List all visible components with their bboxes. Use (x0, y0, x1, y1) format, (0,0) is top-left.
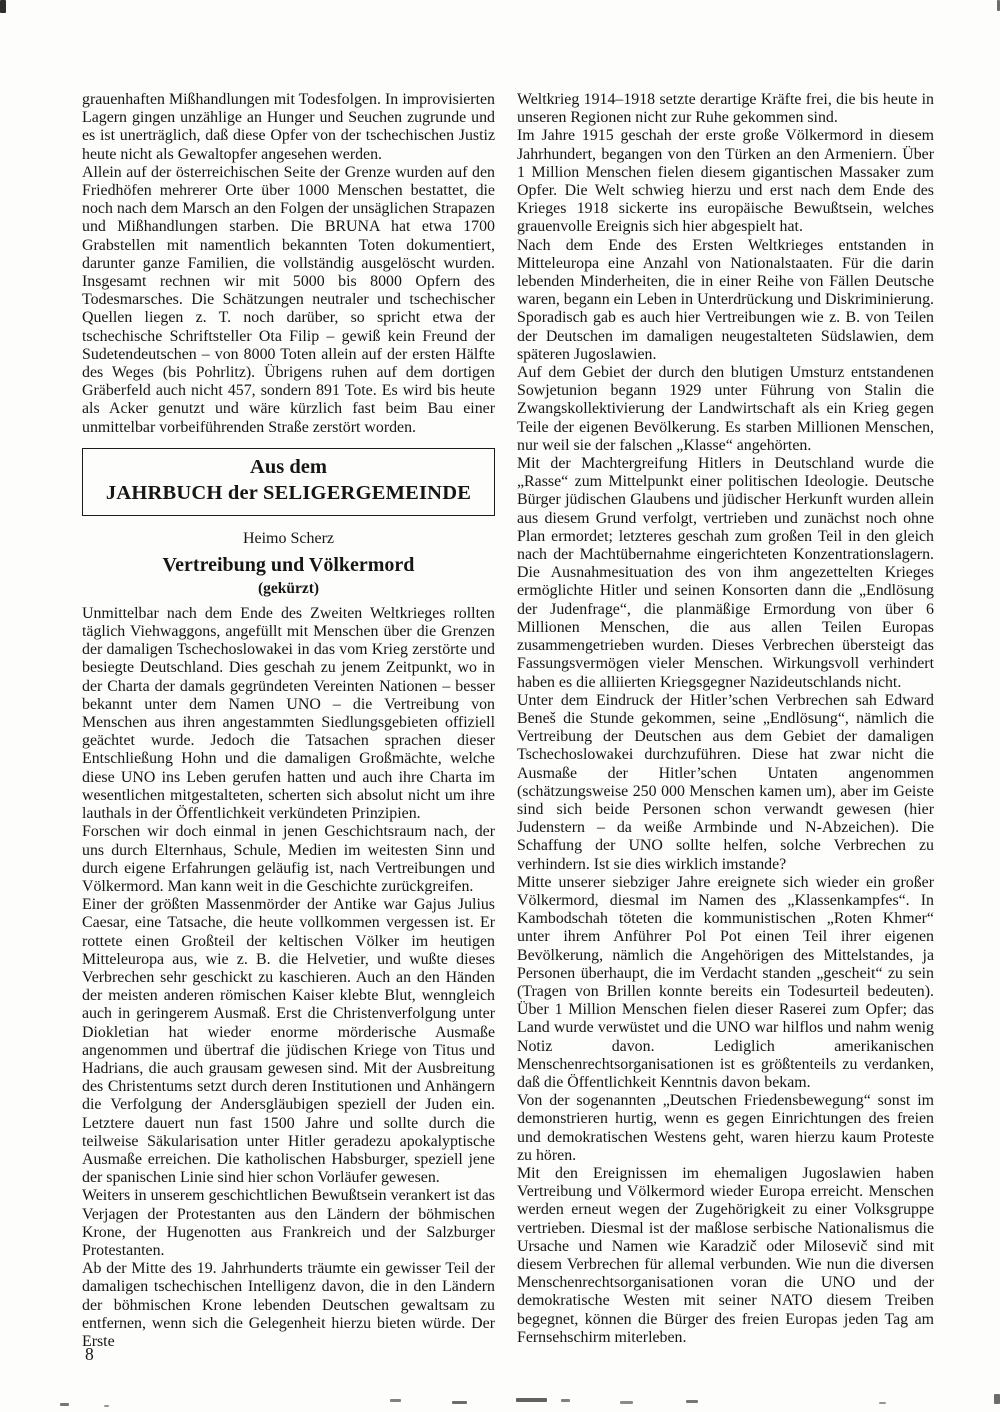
page-number: 8 (85, 1344, 94, 1364)
paragraph: Ab der Mitte des 19. Jahrhunderts träumte ein gewisser Teil der damaligen tschechischen Intelligenz davon, die in den Ländern der böhmischen Krone lebenden Deutschen gewaltsam zu entfernen, wenn sich die Gelegenheit hierzu bieten würde. Der Erste (82, 1260, 495, 1350)
paragraph: Auf dem Gebiet der durch den blutigen Umsturz entstandenen Sowjetunion begann 1929 unter Führung von Stalin die Zwangskollektivierung der Landwirtschaft als ein Krieg gegen Teile der eigenen Bevölkerung. Es starben Millionen Menschen, nur weil sie der falschen „Klasse“ angehörten. (517, 364, 934, 454)
author-name: Heimo Scherz (242, 529, 335, 547)
scan-artifact (620, 1401, 633, 1404)
paragraph: Unter dem Eindruck der Hitler’schen Verbrechen sah Edward Beneš die Stunde gekommen, seine „Endlösung“, nämlich die Vertreibung der Deutschen aus dem Gebiet der damaligen Tschechoslowakei durchzuführen. Diese hat zwar nicht die Ausmaße der Hitler’schen Untaten angenommen (schätzungsweise 250 000 Menschen kamen um), aber im Geiste sind sich beide Personen schon verwandt gewesen (hier Judenstern – da weiße Armbinde und N-Abzeichen). Die Schaffung der UNO sollte helfen, solche Verbrechen zu verhindern. Ist sie dies wirklich imstande? (517, 691, 934, 873)
box-line2: JAHRBUCH der SELIGERGEMEINDE (105, 481, 472, 504)
right-column (517, 91, 934, 1347)
paragraph: Von der sogenannten „Deutschen Friedensbewegung“ sonst im demonstrieren hurtig, wenn es gegen Einrichtungen des freien und demokratischen Westens geht, waren hierzu kaum Proteste zu hören. (517, 1092, 934, 1164)
scan-artifact (686, 1400, 698, 1403)
left-column (82, 91, 495, 1351)
scan-artifact (104, 1405, 109, 1407)
scan-artifact (994, 1394, 1000, 1404)
scan-artifact (879, 1402, 886, 1404)
scan-artifact (516, 1398, 547, 1402)
scan-artifact (60, 1403, 69, 1406)
scan-artifact (390, 1399, 401, 1402)
paragraph: Weiters in unserem geschichtlichen Bewußtsein verankert ist das Verjagen der Protestanten aus den Ländern der böhmischen Krone, der Hugenotten aus Frankreich und der Salzburger Protestanten. (82, 1187, 495, 1259)
paragraph: Mitte unserer siebziger Jahre ereignete sich wieder ein großer Völkermord, diesmal im Namen des „Klassenkampfes“. In Kambodschah töteten die kommunistischen „Roten Khmer“ unter ihrem Anführer Pol Pot einen Teil ihrer eigenen Bevölkerung, nämlich die Angehörigen des Mittelstandes, ja Personen überhaupt, die im Verdacht standen „gescheit“ zu sein (Tragen von Brillen konnte bereits ein Todesurteil bedeuten). Über 1 Million Menschen fielen dieser Raserei zum Opfer; das Land wurde verwüstet und die UNO war hilflos und nahm wenig Notiz davon. Lediglich amerikanischen Menschenrechtsorganisationen ist es größtenteils zu verdanken, daß die Öffentlichkeit Kenntnis davon bekam. (517, 873, 934, 1091)
left-column-paragraphs (82, 605, 495, 1351)
scan-artifact (0, 0, 6, 13)
paragraph: Unmittelbar nach dem Ende des Zweiten Weltkrieges rollten täglich Viehwaggons, angefüllt mit Menschen über die Grenzen der damaligen Tschechoslowakei in das vom Krieg zerstörte und besiegte Deutschland. Dies geschah zu jenem Zeitpunkt, wo in der Charta der damals gegründeten Vereinten Nationen – besser bekannt unter dem Namen UNO – die Vertreibung von Menschen aus ihren angestammten Siedlungsgebieten offiziell geächtet wurde. Jedoch die Tatsachen sprachen dieser Entschließung Hohn und die damaligen Großmächte, welche diese UNO ins Leben gerufen hatten und auch ihre Charta im wesentlichen mitgestalteten, scherten sich absolut nicht um ihre lauthals in der Öffentlichkeit verkündeten Prinzipien. (82, 604, 495, 823)
paragraph: Mit der Machtergreifung Hitlers in Deutschland wurde die „Rasse“ zum Mittelpunkt einer politischen Ideologie. Deutsche Bürger jüdischen Glaubens und jüdischer Herkunft wurden allein aus diesem Grund verfolgt, vertrieben und zunächst noch ohne Plan ermordet; letzteres geschah zum großen Teil in den gleich nach der Machtübernahme eingerichteten Konzentrationslagern. Die Ausnahmesituation des von ihm angezettelten Krieges ermöglichte Hitler und seinen Konsorten dann die „Endlösung der Judenfrage“, die planmäßige Ermordung von über 6 Millionen Menschen, die aus allen Teilen Europas zusammengetrieben wurden. Dieses Verbrechen übersteigt das Fassungsvermögen vieler Menschen. Wirkungsvoll verhindert haben es die alliierten Kriegsgegner Nazideutschlands nicht. (517, 455, 934, 691)
paragraph: Forschen wir doch einmal in jenen Geschichtsraum nach, der uns durch Elternhaus, Schule, Medien im weitesten Sinn und durch eigene Erfahrungen geläufig ist, nach Vertreibungen und Völkermord. Man kann weit in die Geschichte zurückgreifen. (82, 823, 495, 895)
paragraph: Einer der größten Massenmörder der Antike war Gajus Julius Caesar, eine Tatsache, die heute vollkommen vergessen ist. Er rottete einen Großteil der keltischen Völker im heutigen Mitteleuropa aus, wie z. B. die Helvetier, und wußte dieses Verbrechen sehr geschickt zu kaschieren. Auch an den Händen der meisten anderen römischen Kaiser klebte Blut, wenngleich auch in geringerem Ausmaß. Erst die Christenverfolgung unter Diokletian hat wieder enorme mörderische Ausmaße angenommen und übertraf die jüdischen Kriege von Titus und Hadrians, die auch grausam gewesen sind. Mit der Ausbreitung des Christentums setzt durch deren Institutionen und Anhängern die Verfolgung der Andersgläubigen speziell der Juden ein. Letztere dauert nun fast 1500 Jahre und sollte durch die teilweise Säkularisation unter Hitler geradezu apokalyptische Ausmaße erreichen. Die katholischen Habsburger, speziell jene der spanischen Linie sind hier schon Vorläufer gewesen. (82, 896, 495, 1187)
scan-artifact (452, 1401, 467, 1404)
article-subtitle: (gekürzt) (257, 579, 320, 597)
paragraph: Mit den Ereignissen im ehemaligen Jugoslawien haben Vertreibung und Völkermord wieder Europa erreicht. Menschen werden erneut wegen der Zugehörigkeit zu einer Volksgruppe vertrieben. Diesmal ist der maßlose serbische Nationalismus die Ursache und Namen wie Karadzič oder Milosevič sind mit diesem Verbrechen für allemal verbunden. Wie nun die diversen Menschenrechtsorganisationen voran die UNO und der demokratische Westen mit seiner NATO diesem Treiben begegnet, können die Bürger des freien Europas jeden Tag am Fernsehschirm miterleben. (517, 1164, 934, 1346)
left-column-top-paragraphs (82, 91, 495, 437)
box-line1: Aus dem (250, 455, 327, 478)
scan-artifact (561, 1399, 570, 1402)
paragraph: grauenhaften Mißhandlungen mit Todesfolgen. In improvisierten Lagern gingen unzählige an Hunger und Seuchen zugrunde und es ist unerträglich, daß diese Opfer von der tschechischen Justiz heute nicht als Gewaltopfer angesehen werden. (82, 91, 495, 163)
paragraph: Nach dem Ende des Ersten Weltkrieges entstanden in Mitteleuropa eine Anzahl von Nationalstaaten. Für die darin lebenden Minderheiten, die in einer Reihe von Fällen Deutsche waren, begann ein Leben in Unterdrückung und Diskriminierung. Sporadisch gab es auch hier Vertreibungen wie z. B. von Teilen der Deutschen im damaligen neugestalteten Südslawien, dem späteren Jugoslawien. (517, 236, 935, 363)
article-title: Vertreibung und Völkermord (162, 553, 415, 576)
paragraph: Weltkrieg 1914–1918 setzte derartige Kräfte frei, die bis heute in unseren Regionen nicht zur Ruhe gekommen sind. (517, 91, 934, 127)
paragraph: Allein auf der österreichischen Seite der Grenze wurden auf den Friedhöfen mehrerer Orte über 1000 Menschen bestattet, die noch nach dem Marsch an den Folgen der unsäglichen Strapazen und Mißhandlungen starben. Die BRUNA hat etwa 1700 Grabstellen mit namentlich bekannten Toten dokumentiert, darunter ganze Familien, die vollständig ausgelöscht wurden. Insgesamt rechnen wir mit 5000 bis 8000 Opfern des Todesmarsches. Die Schätzungen neutraler und tschechischer Quellen liegen z. T. noch darüber, so spricht etwa der tschechische Schriftsteller Ota Filip – gewiß kein Freund der Sudetendeutschen – von 8000 Toten allein auf der ersten Hälfte des Weges (bis Pohrlitz). Übrigens ruhen auf dem dortigen Gräberfeld auch nicht 457, sondern 891 Tote. Es wird bis heute als Acker genutzt und wäre kürzlich fast beim Bau einer unmittelbar vorbeiführenden Straße zerstört worden. (82, 163, 495, 436)
article-source-box (82, 448, 495, 516)
paragraph: Im Jahre 1915 geschah der erste große Völkermord in diesem Jahrhundert, begangen von den Türken an den Armeniern. Über 1 Million Menschen fielen diesem gigantischen Massaker zum Opfer. Die Welt schwieg hierzu und erst nach dem Ende des Krieges 1918 sickerte ins europäische Bewußtsein, welches grauenvolle Ereignis sich hier abgespielt hat. (517, 127, 934, 236)
